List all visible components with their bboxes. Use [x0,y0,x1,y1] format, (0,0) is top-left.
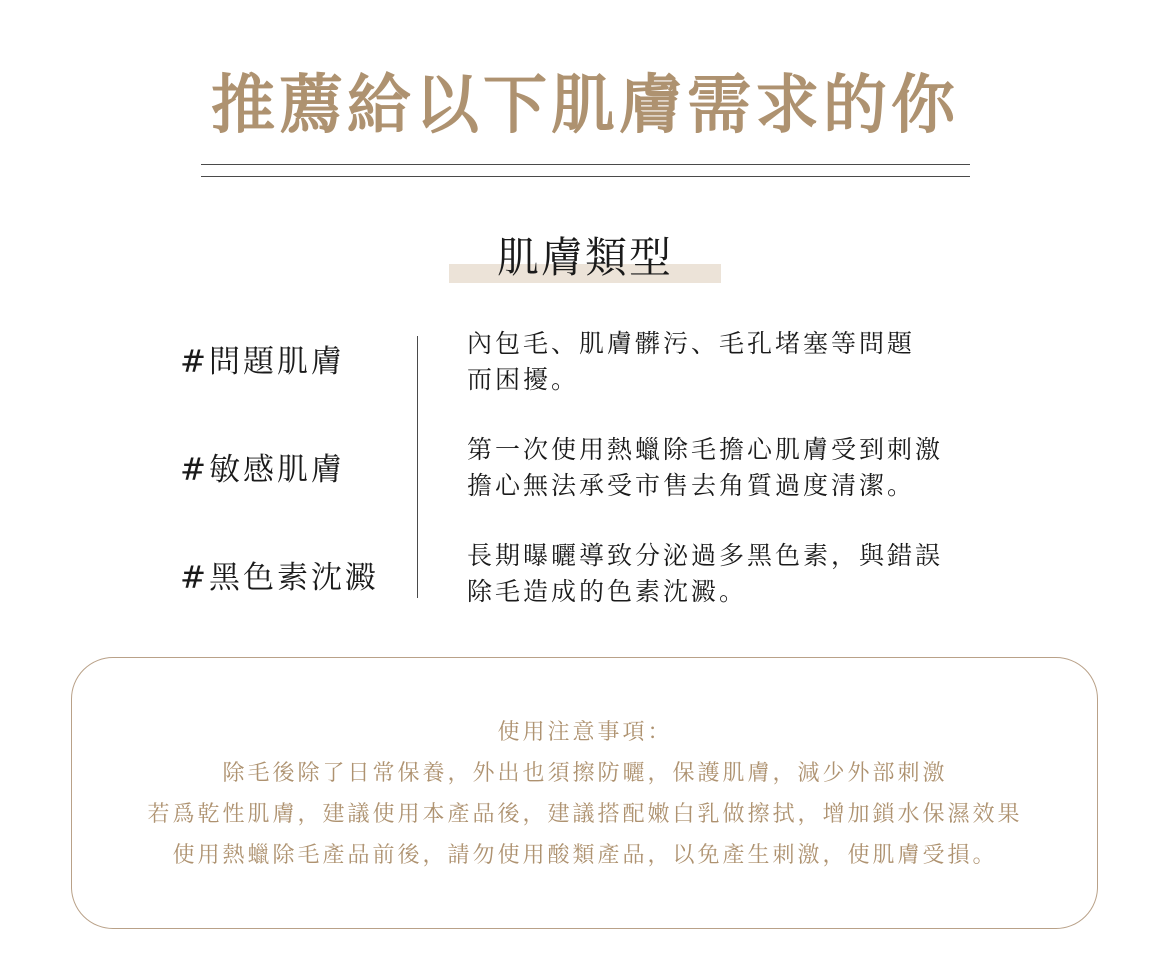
skin-type-desc-problem [467,326,987,398]
section-heading [449,230,721,286]
skin-type-desc-sensitive [467,432,987,504]
usage-notes-heading: 使用注意事項： [497,720,673,745]
desc-line: 而困擾。 [467,365,580,394]
skin-type-label-pigmentation: #黑色素沈澱 [180,560,379,596]
desc-line: 內包毛、肌膚髒污、毛孔堵塞等問題 [467,329,916,358]
title-rule-top [201,164,970,165]
desc-line: 第一次使用熱蠟除毛擔心肌膚受到刺激 [467,435,944,464]
usage-note-line: 除毛後除了日常保養，外出也須擦防曬，保護肌膚，減少外部刺激 [222,761,948,786]
vertical-divider [417,336,418,598]
usage-notes-box [71,657,1098,929]
page-title: 推薦給以下肌膚需求的你 [211,68,959,143]
section-title: 肌膚類型 [496,233,673,282]
skin-type-label-sensitive: #敏感肌膚 [180,452,345,488]
desc-line: 長期曝曬導致分泌過多黑色素，與錯誤 [467,541,944,570]
desc-line: 除毛造成的色素沈澱。 [467,577,748,606]
skin-type-desc-pigmentation [467,538,987,610]
desc-line: 擔心無法承受市售去角質過度清潔。 [467,471,916,500]
skin-type-label-problem: #問題肌膚 [180,344,345,380]
usage-note-line: 若爲乾性肌膚，建議使用本產品後，建議搭配嫩白乳做擦拭，增加鎖水保濕效果 [147,802,1023,827]
title-rule-bottom [201,176,970,177]
usage-note-line: 使用熱蠟除毛產品前後，請勿使用酸類產品，以免產生刺激，使肌膚受損。 [172,843,998,868]
